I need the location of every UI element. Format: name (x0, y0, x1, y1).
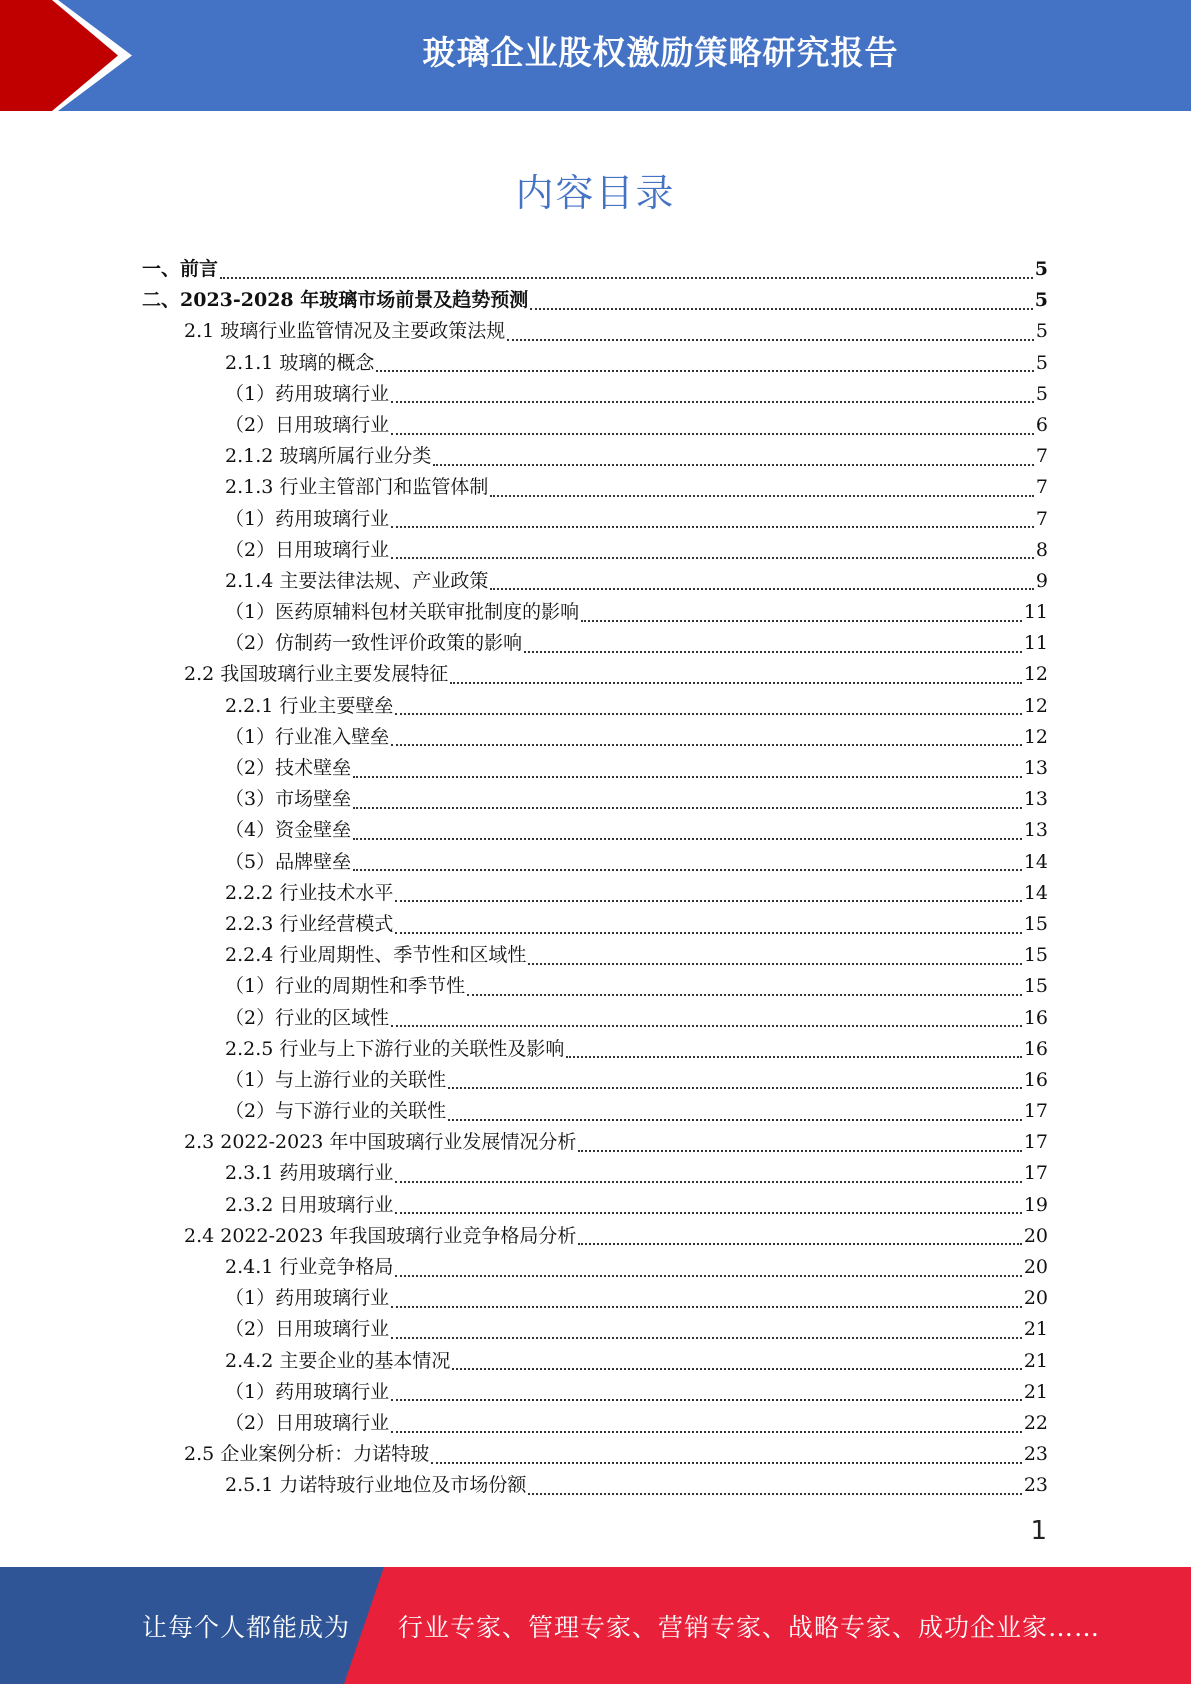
toc-entry-page: 14 (1023, 850, 1048, 873)
toc-entry[interactable] (142, 940, 1048, 971)
toc-dot-leader (448, 1119, 1022, 1121)
toc-entry-title: 2.2.4 行业周期性、季节性和区域性 (225, 944, 527, 967)
toc-entry[interactable] (142, 659, 1048, 690)
toc-entry[interactable] (142, 1377, 1048, 1408)
toc-entry-title: 2.1.2 玻璃所属行业分类 (225, 445, 432, 468)
toc-dot-leader (353, 869, 1022, 871)
toc-entry[interactable] (142, 1096, 1048, 1127)
toc-dot-leader (353, 807, 1022, 809)
toc-dot-leader (578, 1150, 1021, 1152)
toc-entry-page: 7 (1035, 445, 1048, 468)
toc-entry-title: 二、2023-2028 年玻璃市场前景及趋势预测 (142, 289, 529, 312)
toc-entry-page: 7 (1035, 476, 1048, 499)
toc-entry[interactable] (142, 1190, 1048, 1221)
toc-entry-title: 2.3.2 日用玻璃行业 (225, 1193, 394, 1216)
toc-dot-leader (433, 464, 1034, 466)
toc-entry-title: 2.4.1 行业竞争格局 (225, 1256, 394, 1278)
toc-entry[interactable] (142, 1034, 1048, 1065)
toc-entry[interactable] (142, 1314, 1048, 1345)
toc-heading: 内容目录 (515, 171, 676, 215)
toc-entry-title: （1）药用玻璃行业 (225, 382, 390, 405)
toc-entry[interactable] (142, 1127, 1048, 1158)
toc-dot-leader (391, 1337, 1022, 1339)
toc-entry[interactable] (142, 316, 1048, 347)
toc-dot-leader (220, 277, 1033, 279)
toc-dot-leader (391, 1431, 1022, 1433)
toc-dot-leader (566, 1056, 1021, 1058)
toc-entry-page: 17 (1023, 1100, 1048, 1123)
toc-entry[interactable] (142, 1346, 1048, 1377)
toc-entry-page: 12 (1023, 725, 1048, 748)
toc-entry-page: 14 (1023, 881, 1048, 904)
toc-entry-page: 23 (1023, 1474, 1048, 1497)
toc-entry-page: 22 (1023, 1411, 1048, 1434)
toc-entry-title: 2.1.4 主要法律法规、产业政策 (225, 569, 489, 592)
toc-entry-title: 2.2 我国玻璃行业主要发展特征 (184, 663, 449, 686)
toc-dot-leader (578, 1243, 1021, 1245)
toc-entry-page: 6 (1035, 413, 1048, 436)
toc-entry[interactable] (142, 691, 1048, 722)
toc-entry-title: 2.5.1 力诺特玻行业地位及市场份额 (225, 1474, 527, 1497)
toc-dot-leader (376, 370, 1034, 372)
toc-entry-title: 2.1.1 玻璃的概念 (225, 351, 375, 374)
toc-entry-title: （2）技术壁垒 (225, 757, 352, 779)
toc-entry-title: 2.5 企业案例分析：力诺特玻 (184, 1443, 430, 1466)
toc-entry-page: 17 (1023, 1131, 1048, 1154)
toc-entry-page: 5 (1034, 289, 1048, 312)
toc-entry-title: 2.4 2022-2023 年我国玻璃行业竞争格局分析 (184, 1224, 577, 1247)
toc-entry-page: 20 (1023, 1256, 1048, 1278)
toc-entry[interactable] (142, 504, 1048, 535)
toc-entry-title: 2.2.2 行业技术水平 (225, 881, 394, 904)
toc-dot-leader (450, 682, 1022, 684)
toc-entry[interactable] (142, 628, 1048, 659)
toc-entry-title: 2.3 2022-2023 年中国玻璃行业发展情况分析 (184, 1131, 577, 1154)
toc-entry-title: 2.1.3 行业主管部门和监管体制 (225, 476, 489, 499)
toc-entry-title: （2）日用玻璃行业 (225, 413, 390, 436)
toc-entry-page: 16 (1023, 1006, 1048, 1029)
toc-entry[interactable] (142, 847, 1048, 878)
page-number: 1 (1030, 1516, 1047, 1546)
toc-entry-page: 9 (1035, 569, 1048, 592)
toc-dot-leader (391, 1306, 1022, 1308)
toc-entry-title: （5）品牌壁垒 (225, 850, 352, 873)
toc-entry-page: 23 (1023, 1443, 1048, 1466)
toc-entry[interactable] (142, 535, 1048, 566)
toc-entry[interactable] (142, 379, 1048, 410)
toc-entry-page: 21 (1023, 1349, 1048, 1372)
toc-dot-leader (490, 588, 1034, 590)
toc-entry-page: 11 (1023, 632, 1048, 655)
toc-entry-page: 7 (1035, 507, 1048, 530)
toc-entry[interactable] (142, 441, 1048, 472)
toc-entry[interactable] (142, 597, 1048, 628)
toc-entry-title: （2）行业的区域性 (225, 1006, 390, 1029)
toc-dot-leader (490, 495, 1034, 497)
toc-entry-title: 2.2.1 行业主要壁垒 (225, 694, 394, 717)
toc-dot-leader (581, 620, 1022, 622)
toc-entry[interactable] (142, 1221, 1048, 1252)
toc-entry-title: （1）医药原辅料包材关联审批制度的影响 (225, 601, 580, 624)
toc-entry[interactable] (142, 1003, 1048, 1034)
toc-dot-leader (524, 651, 1022, 653)
toc-dot-leader (391, 433, 1034, 435)
toc-dot-leader (395, 1181, 1021, 1183)
toc-dot-leader (467, 994, 1022, 996)
toc-entry-page: 5 (1035, 382, 1048, 405)
toc-entry-title: 2.2.3 行业经营模式 (225, 912, 394, 935)
toc-entry-page: 5 (1035, 320, 1048, 343)
toc-entry-title: （2）仿制药一致性评价政策的影响 (225, 632, 523, 655)
toc-dot-leader (391, 1025, 1022, 1027)
toc-entry-page: 5 (1035, 351, 1048, 374)
toc-entry-title: （1）行业准入壁垒 (225, 725, 390, 748)
toc-entry-title: （2）日用玻璃行业 (225, 1318, 390, 1341)
toc-entry[interactable] (142, 285, 1048, 316)
toc-entry-page: 16 (1023, 1037, 1048, 1060)
report-header-banner (0, 0, 1191, 111)
toc-entry[interactable] (142, 1439, 1048, 1470)
toc-dot-leader (353, 776, 1022, 778)
toc-entry[interactable] (142, 878, 1048, 909)
toc-entry-page: 5 (1034, 258, 1048, 280)
toc-entry-page: 15 (1023, 912, 1048, 935)
toc-dot-leader (395, 713, 1021, 715)
toc-entry[interactable] (142, 1252, 1048, 1283)
footer-slogan-right: 行业专家、管理专家、营销专家、战略专家、成功企业家…… (398, 1613, 1101, 1642)
toc-entry-title: （1）药用玻璃行业 (225, 507, 390, 530)
toc-dot-leader (530, 308, 1033, 310)
toc-dot-leader (528, 963, 1021, 965)
toc-entry-page: 13 (1023, 788, 1048, 811)
toc-entry-page: 8 (1035, 538, 1048, 561)
toc-entry-page: 17 (1023, 1162, 1048, 1185)
toc-entry[interactable] (142, 472, 1048, 503)
toc-dot-leader (391, 526, 1034, 528)
toc-entry-page: 20 (1023, 1224, 1048, 1247)
toc-dot-leader (395, 1212, 1021, 1214)
toc-entry[interactable] (142, 909, 1048, 940)
toc-dot-leader (391, 401, 1034, 403)
toc-entry[interactable] (142, 348, 1048, 379)
toc-entry-title: 2.3.1 药用玻璃行业 (225, 1162, 394, 1185)
toc-dot-leader (507, 339, 1034, 341)
toc-entry[interactable] (142, 753, 1048, 784)
toc-entry-title: 一、前言 (142, 258, 219, 280)
toc-entry[interactable] (142, 566, 1048, 597)
toc-entry[interactable] (142, 410, 1048, 441)
toc-entry-title: （4）资金壁垒 (225, 819, 352, 842)
toc-entry[interactable] (142, 722, 1048, 753)
toc-entry[interactable] (142, 1158, 1048, 1189)
toc-entry-title: （2）日用玻璃行业 (225, 1411, 390, 1434)
toc-entry-page: 16 (1023, 1068, 1048, 1091)
toc-dot-leader (395, 932, 1021, 934)
toc-dot-leader (431, 1462, 1022, 1464)
toc-entry-title: 2.4.2 主要企业的基本情况 (225, 1349, 451, 1372)
toc-entry-page: 15 (1023, 975, 1048, 998)
toc-dot-leader (452, 1368, 1021, 1370)
toc-dot-leader (391, 1399, 1022, 1401)
toc-entry[interactable] (142, 971, 1048, 1002)
toc-dot-leader (391, 744, 1022, 746)
toc-entry-page: 21 (1023, 1380, 1048, 1403)
footer-slogan-left: 让每个人都能成为 (142, 1613, 351, 1642)
toc-entry-title: 2.2.5 行业与上下游行业的关联性及影响 (225, 1037, 565, 1060)
toc-entry[interactable] (142, 815, 1048, 846)
toc-dot-leader (353, 838, 1022, 840)
toc-entry[interactable] (142, 784, 1048, 815)
toc-entry-title: （2）与下游行业的关联性 (225, 1100, 447, 1123)
toc-entry[interactable] (142, 1408, 1048, 1439)
toc-entry-title: （1）药用玻璃行业 (225, 1380, 390, 1403)
toc-entry-title: （1）与上游行业的关联性 (225, 1068, 447, 1091)
toc-entry-page: 12 (1023, 694, 1048, 717)
toc-entry-title: （2）日用玻璃行业 (225, 538, 390, 561)
toc-entry-title: （1）行业的周期性和季节性 (225, 975, 466, 998)
toc-entry-page: 13 (1023, 757, 1048, 779)
toc-entry[interactable] (142, 1065, 1048, 1096)
footer-banner (0, 1567, 1191, 1684)
toc-dot-leader (391, 557, 1034, 559)
toc-dot-leader (448, 1087, 1022, 1089)
toc-entry-page: 15 (1023, 944, 1048, 967)
toc-entry-page: 13 (1023, 819, 1048, 842)
toc-entry-page: 11 (1023, 601, 1048, 624)
toc-entry-page: 12 (1023, 663, 1048, 686)
toc-entry-title: 2.1 玻璃行业监管情况及主要政策法规 (184, 320, 506, 343)
toc-dot-leader (528, 1493, 1021, 1495)
toc-entry[interactable] (142, 1470, 1048, 1501)
toc-entry-title: （3）市场壁垒 (225, 788, 352, 811)
toc-dot-leader (395, 1275, 1021, 1277)
toc-dot-leader (395, 900, 1021, 902)
table-of-contents (142, 254, 1048, 1502)
toc-entry-page: 19 (1023, 1193, 1048, 1216)
toc-entry-page: 20 (1023, 1287, 1048, 1310)
toc-entry[interactable] (142, 1283, 1048, 1314)
toc-entry-title: （1）药用玻璃行业 (225, 1287, 390, 1310)
toc-entry[interactable] (142, 254, 1048, 285)
report-title: 玻璃企业股权激励策略研究报告 (422, 33, 899, 72)
toc-entry-page: 21 (1023, 1318, 1048, 1341)
